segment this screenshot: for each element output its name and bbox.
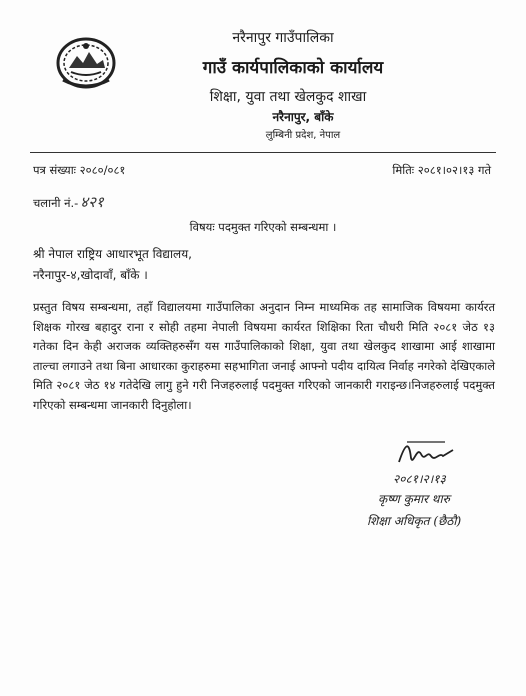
office-name: गाउँ कार्यपालिकाको कार्यालय [202, 58, 384, 78]
signatory-title: शिक्षा अधिकृत (छैठौ) [367, 514, 462, 528]
recipient-line-1: श्री नेपाल राष्ट्रिय आधारभूत विद्यालय, [33, 247, 192, 261]
section-name: शिक्षा, युवा तथा खेलकुद शाखा [209, 89, 367, 105]
handwritten-signature [395, 436, 457, 470]
recipient-line-2: नरैनापुर-४,खोदावाँ, बाँके । [33, 268, 148, 282]
signature-date: २०८१।२।१३ [393, 472, 446, 486]
reference-number: पत्र संख्याः २०८०/०८१ [33, 163, 126, 177]
header-divider [30, 152, 496, 153]
office-address: नरैनापुर, बाँके [272, 110, 334, 124]
municipality-name: नरैनापुर गाउँपालिका [232, 30, 334, 46]
letter-subject: विषयः पदमुक्त गरिएको सम्बन्धमा । [189, 220, 337, 234]
dispatch-number [33, 192, 104, 212]
letter-body: प्रस्तुत विषय सम्बन्धमा, तहाँ विद्यालयमा गाउँपालिका अनुदान निम्न माध्यमिक तह सामाजिक विषयमा कार्यरत शिक्षक गोरख बहादुर राना र सोही तहमा नेपाली विषयमा कार्यरत शिक्षिका रिता चौधरी मिति २०८१ जेठ १३ गतेका दिन केही अराजक व्यक्तिहरुसँग यस गाउँपालिकाको शिक्षा, युवा तथा खेलकुद शाखामा आई शाखामा ताल्चा लगाउने तथा बिना आधारका कुराहरुमा सहभागिता जनाई आफ्नो पदीय दायित्व निर्वाह नगरेको देखिएकाले मिति २०८१ जेठ १४ गतेदेखि लागु हुने गरी निजहरुलाई पदमुक्त गरिएको जानकारी गराइन्छ।निजहरुलाई पदमुक्त गरिएको सम्बन्धमा जानकारी दिनुहोला। [33, 300, 495, 412]
dispatch-value: ४२१ [80, 193, 104, 211]
province-name: लुम्बिनी प्रदेश, नेपाल [265, 130, 341, 141]
letter-date: मितिः २०८१।०२।१३ गते [392, 163, 491, 177]
dispatch-label: चलानी नं.- [33, 196, 79, 210]
signatory-name: कृष्ण कुमार थारु [378, 492, 450, 506]
